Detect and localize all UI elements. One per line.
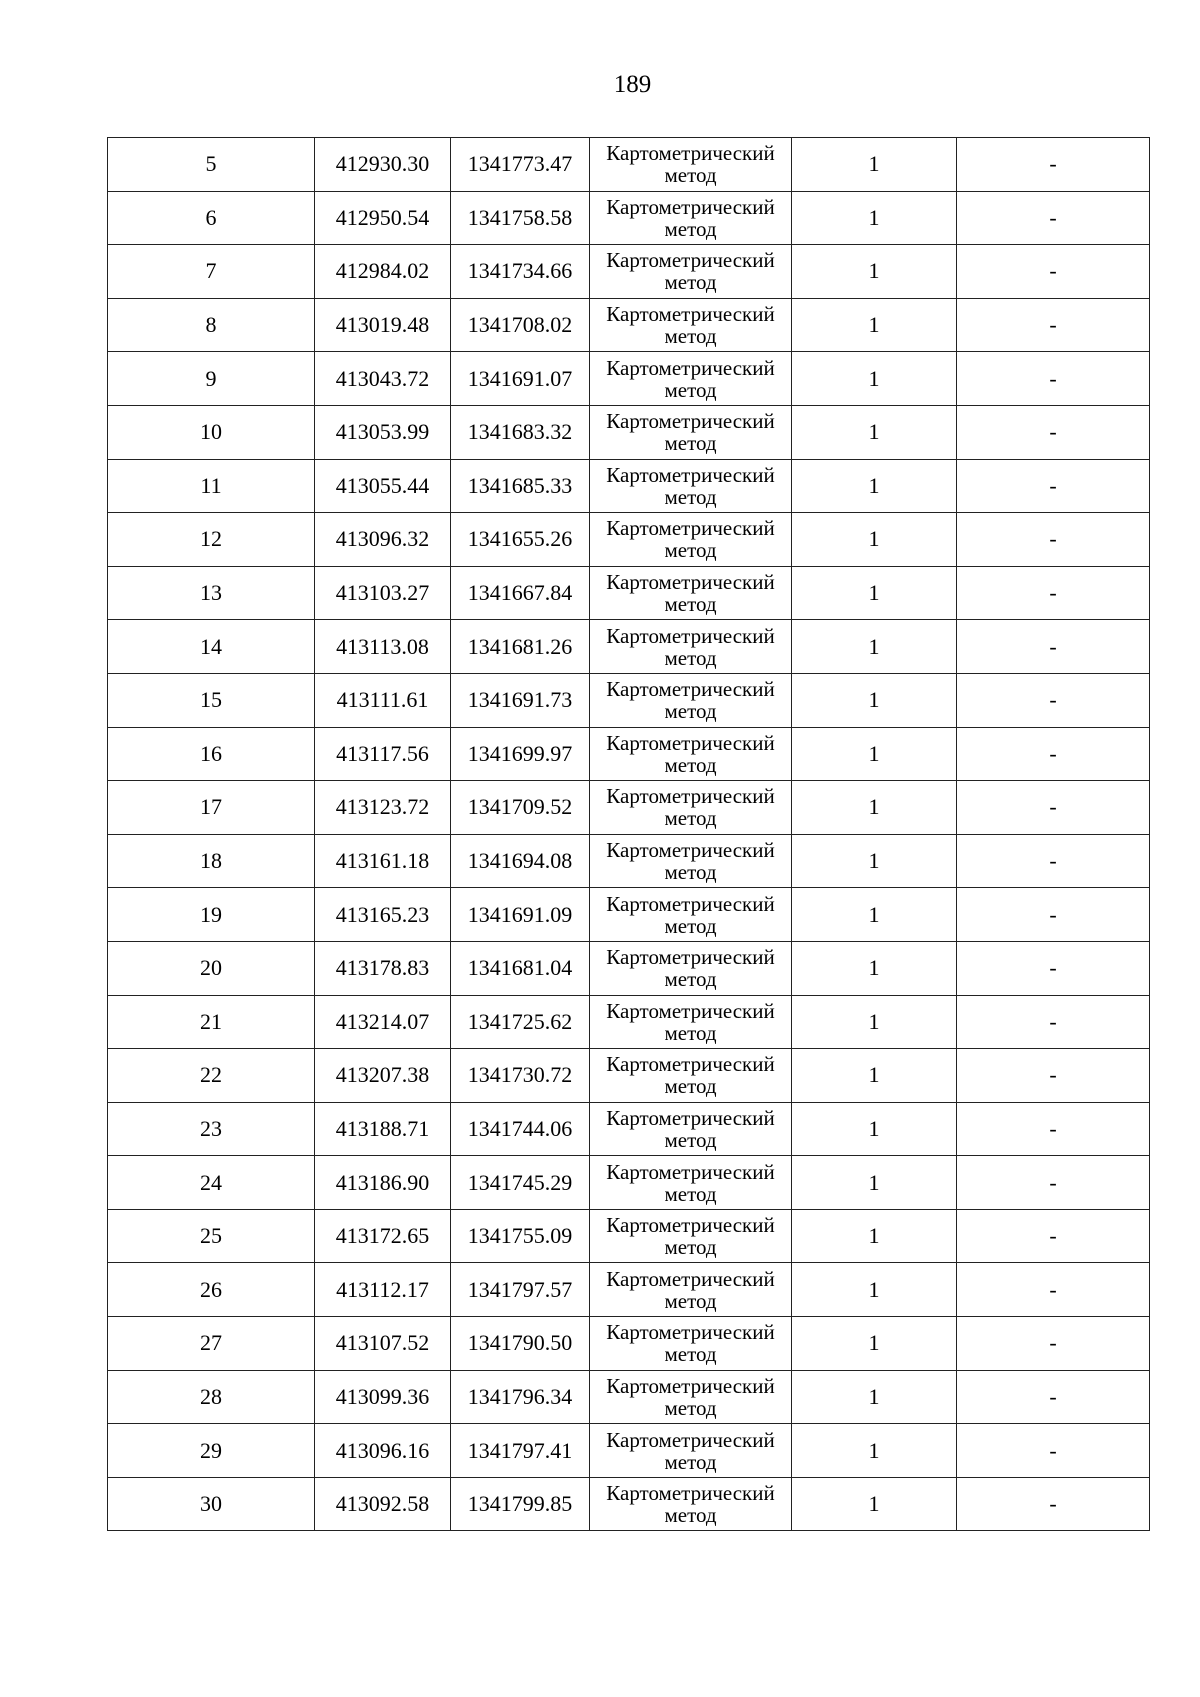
method-cell (590, 1317, 792, 1371)
method-line-1: Картометрический (606, 1213, 775, 1238)
y-coordinate-cell: 1341685.33 (451, 459, 590, 513)
accuracy-cell: 1 (792, 298, 957, 352)
method-cell (590, 459, 792, 513)
point-number-cell: 27 (108, 1317, 315, 1371)
method-line-2: метод (664, 538, 717, 563)
accuracy-cell: 1 (792, 1102, 957, 1156)
point-number-cell: 20 (108, 941, 315, 995)
accuracy-cell: 1 (792, 995, 957, 1049)
x-coordinate-cell: 413161.18 (315, 834, 451, 888)
method-cell (590, 941, 792, 995)
method-line-1: Картометрический (606, 1052, 775, 1077)
table-row (108, 888, 1150, 942)
note-cell: - (957, 1477, 1150, 1531)
method-cell (590, 727, 792, 781)
accuracy-cell: 1 (792, 1263, 957, 1317)
accuracy-cell: 1 (792, 781, 957, 835)
accuracy-cell: 1 (792, 727, 957, 781)
table-row (108, 834, 1150, 888)
point-number-cell: 6 (108, 191, 315, 245)
point-number-cell: 7 (108, 245, 315, 299)
table-row (108, 138, 1150, 192)
accuracy-cell: 1 (792, 352, 957, 406)
table-row (108, 566, 1150, 620)
method-line-1: Картометрический (606, 730, 775, 755)
method-line-2: метод (664, 1020, 717, 1045)
method-line-2: метод (664, 860, 717, 885)
accuracy-cell: 1 (792, 1477, 957, 1531)
method-line-2: метод (664, 1449, 717, 1474)
y-coordinate-cell: 1341691.73 (451, 673, 590, 727)
y-coordinate-cell: 1341667.84 (451, 566, 590, 620)
method-cell (590, 405, 792, 459)
method-line-2: метод (664, 806, 717, 831)
y-coordinate-cell: 1341799.85 (451, 1477, 590, 1531)
method-line-2: метод (664, 1288, 717, 1313)
x-coordinate-cell: 413117.56 (315, 727, 451, 781)
method-cell (590, 1156, 792, 1210)
x-coordinate-cell: 412950.54 (315, 191, 451, 245)
note-cell: - (957, 1263, 1150, 1317)
x-coordinate-cell: 413112.17 (315, 1263, 451, 1317)
method-line-2: метод (664, 163, 717, 188)
method-line-2: метод (664, 1395, 717, 1420)
method-line-1: Картометрический (606, 1320, 775, 1345)
method-cell (590, 298, 792, 352)
point-number-cell: 10 (108, 405, 315, 459)
method-line-2: метод (664, 324, 717, 349)
y-coordinate-cell: 1341709.52 (451, 781, 590, 835)
point-number-cell: 19 (108, 888, 315, 942)
x-coordinate-cell: 413207.38 (315, 1049, 451, 1103)
accuracy-cell: 1 (792, 941, 957, 995)
method-cell (590, 781, 792, 835)
y-coordinate-cell: 1341681.04 (451, 941, 590, 995)
point-number-cell: 22 (108, 1049, 315, 1103)
table-row (108, 352, 1150, 406)
method-line-1: Картометрический (606, 1427, 775, 1452)
note-cell: - (957, 405, 1150, 459)
table-row (108, 1424, 1150, 1478)
table-row (108, 1263, 1150, 1317)
x-coordinate-cell: 413165.23 (315, 888, 451, 942)
table-row (108, 781, 1150, 835)
note-cell: - (957, 1370, 1150, 1424)
table-row (108, 245, 1150, 299)
method-cell (590, 245, 792, 299)
table-row (108, 1049, 1150, 1103)
point-number-cell: 17 (108, 781, 315, 835)
method-cell (590, 352, 792, 406)
x-coordinate-cell: 413178.83 (315, 941, 451, 995)
y-coordinate-cell: 1341758.58 (451, 191, 590, 245)
note-cell: - (957, 1156, 1150, 1210)
method-line-2: метод (664, 699, 717, 724)
note-cell: - (957, 888, 1150, 942)
x-coordinate-cell: 413099.36 (315, 1370, 451, 1424)
y-coordinate-cell: 1341699.97 (451, 727, 590, 781)
note-cell: - (957, 352, 1150, 406)
note-cell: - (957, 566, 1150, 620)
method-line-1: Картометрический (606, 784, 775, 809)
accuracy-cell: 1 (792, 566, 957, 620)
method-line-2: метод (664, 1235, 717, 1260)
method-cell (590, 995, 792, 1049)
method-line-1: Картометрический (606, 302, 775, 327)
table-row (108, 1477, 1150, 1531)
method-line-1: Картометрический (606, 248, 775, 273)
method-line-1: Картометрический (606, 1266, 775, 1291)
point-number-cell: 13 (108, 566, 315, 620)
point-number-cell: 18 (108, 834, 315, 888)
method-line-2: метод (664, 216, 717, 241)
point-number-cell: 16 (108, 727, 315, 781)
point-number-cell: 24 (108, 1156, 315, 1210)
x-coordinate-cell: 412984.02 (315, 245, 451, 299)
method-cell (590, 673, 792, 727)
method-line-1: Картометрический (606, 194, 775, 219)
note-cell: - (957, 298, 1150, 352)
y-coordinate-cell: 1341681.26 (451, 620, 590, 674)
y-coordinate-cell: 1341725.62 (451, 995, 590, 1049)
y-coordinate-cell: 1341683.32 (451, 405, 590, 459)
method-cell (590, 138, 792, 192)
accuracy-cell: 1 (792, 191, 957, 245)
note-cell: - (957, 138, 1150, 192)
x-coordinate-cell: 413113.08 (315, 620, 451, 674)
method-line-1: Картометрический (606, 1159, 775, 1184)
point-number-cell: 26 (108, 1263, 315, 1317)
y-coordinate-cell: 1341744.06 (451, 1102, 590, 1156)
note-cell: - (957, 1049, 1150, 1103)
method-line-2: метод (664, 484, 717, 509)
accuracy-cell: 1 (792, 1049, 957, 1103)
x-coordinate-cell: 413172.65 (315, 1209, 451, 1263)
table-row (108, 995, 1150, 1049)
point-number-cell: 8 (108, 298, 315, 352)
note-cell: - (957, 673, 1150, 727)
y-coordinate-cell: 1341745.29 (451, 1156, 590, 1210)
note-cell: - (957, 995, 1150, 1049)
y-coordinate-cell: 1341797.41 (451, 1424, 590, 1478)
method-line-2: метод (664, 752, 717, 777)
accuracy-cell: 1 (792, 888, 957, 942)
table-row (108, 298, 1150, 352)
x-coordinate-cell: 413186.90 (315, 1156, 451, 1210)
method-line-1: Картометрический (606, 409, 775, 434)
method-cell (590, 888, 792, 942)
method-line-1: Картометрический (606, 1373, 775, 1398)
note-cell: - (957, 1209, 1150, 1263)
accuracy-cell: 1 (792, 620, 957, 674)
accuracy-cell: 1 (792, 1370, 957, 1424)
x-coordinate-cell: 413188.71 (315, 1102, 451, 1156)
point-number-cell: 28 (108, 1370, 315, 1424)
x-coordinate-cell: 413019.48 (315, 298, 451, 352)
y-coordinate-cell: 1341796.34 (451, 1370, 590, 1424)
method-line-1: Картометрический (606, 462, 775, 487)
table-row (108, 405, 1150, 459)
note-cell: - (957, 834, 1150, 888)
accuracy-cell: 1 (792, 513, 957, 567)
method-cell (590, 1263, 792, 1317)
table-row (108, 1156, 1150, 1210)
note-cell: - (957, 781, 1150, 835)
method-line-1: Картометрический (606, 891, 775, 916)
method-line-1: Картометрический (606, 516, 775, 541)
method-line-1: Картометрический (606, 623, 775, 648)
table-row (108, 727, 1150, 781)
method-line-2: метод (664, 913, 717, 938)
table-row (108, 513, 1150, 567)
method-line-2: метод (664, 270, 717, 295)
accuracy-cell: 1 (792, 405, 957, 459)
x-coordinate-cell: 413111.61 (315, 673, 451, 727)
y-coordinate-cell: 1341797.57 (451, 1263, 590, 1317)
method-cell (590, 620, 792, 674)
method-line-2: метод (664, 431, 717, 456)
method-cell (590, 1102, 792, 1156)
x-coordinate-cell: 413107.52 (315, 1317, 451, 1371)
method-line-2: метод (664, 377, 717, 402)
note-cell: - (957, 941, 1150, 995)
point-number-cell: 25 (108, 1209, 315, 1263)
accuracy-cell: 1 (792, 459, 957, 513)
method-line-1: Картометрический (606, 998, 775, 1023)
point-number-cell: 23 (108, 1102, 315, 1156)
point-number-cell: 29 (108, 1424, 315, 1478)
y-coordinate-cell: 1341734.66 (451, 245, 590, 299)
x-coordinate-cell: 413043.72 (315, 352, 451, 406)
method-cell (590, 1370, 792, 1424)
method-line-1: Картометрический (606, 1105, 775, 1130)
note-cell: - (957, 1317, 1150, 1371)
method-cell (590, 191, 792, 245)
page-number: 189 (613, 71, 652, 98)
method-line-1: Картометрический (606, 1481, 775, 1506)
table-row (108, 941, 1150, 995)
y-coordinate-cell: 1341655.26 (451, 513, 590, 567)
method-line-2: метод (664, 1074, 717, 1099)
table-row (108, 459, 1150, 513)
point-number-cell: 15 (108, 673, 315, 727)
note-cell: - (957, 1424, 1150, 1478)
accuracy-cell: 1 (792, 245, 957, 299)
note-cell: - (957, 727, 1150, 781)
table-row (108, 1317, 1150, 1371)
accuracy-cell: 1 (792, 1317, 957, 1371)
point-number-cell: 9 (108, 352, 315, 406)
method-line-2: метод (664, 1503, 717, 1528)
point-number-cell: 5 (108, 138, 315, 192)
method-cell (590, 1477, 792, 1531)
x-coordinate-cell: 413092.58 (315, 1477, 451, 1531)
point-number-cell: 11 (108, 459, 315, 513)
method-cell (590, 834, 792, 888)
y-coordinate-cell: 1341730.72 (451, 1049, 590, 1103)
method-line-2: метод (664, 1181, 717, 1206)
method-line-2: метод (664, 592, 717, 617)
method-line-2: метод (664, 645, 717, 670)
x-coordinate-cell: 412930.30 (315, 138, 451, 192)
method-line-1: Картометрический (606, 355, 775, 380)
method-line-1: Картометрический (606, 570, 775, 595)
y-coordinate-cell: 1341691.07 (451, 352, 590, 406)
note-cell: - (957, 1102, 1150, 1156)
method-cell (590, 1209, 792, 1263)
y-coordinate-cell: 1341773.47 (451, 138, 590, 192)
method-line-1: Картометрический (606, 677, 775, 702)
x-coordinate-cell: 413123.72 (315, 781, 451, 835)
point-number-cell: 14 (108, 620, 315, 674)
accuracy-cell: 1 (792, 1424, 957, 1478)
x-coordinate-cell: 413103.27 (315, 566, 451, 620)
table-row (108, 620, 1150, 674)
method-cell (590, 566, 792, 620)
accuracy-cell: 1 (792, 673, 957, 727)
note-cell: - (957, 245, 1150, 299)
point-number-cell: 30 (108, 1477, 315, 1531)
y-coordinate-cell: 1341694.08 (451, 834, 590, 888)
y-coordinate-cell: 1341691.09 (451, 888, 590, 942)
accuracy-cell: 1 (792, 1156, 957, 1210)
table-row (108, 1209, 1150, 1263)
point-number-cell: 21 (108, 995, 315, 1049)
point-number-cell: 12 (108, 513, 315, 567)
note-cell: - (957, 191, 1150, 245)
coordinates-table-body (108, 138, 1150, 1531)
coordinates-table (107, 137, 1150, 1531)
accuracy-cell: 1 (792, 138, 957, 192)
table-row (108, 1102, 1150, 1156)
note-cell: - (957, 513, 1150, 567)
method-line-1: Картометрический (606, 945, 775, 970)
y-coordinate-cell: 1341755.09 (451, 1209, 590, 1263)
x-coordinate-cell: 413214.07 (315, 995, 451, 1049)
method-cell (590, 1049, 792, 1103)
method-line-1: Картометрический (606, 141, 775, 166)
method-line-2: метод (664, 1127, 717, 1152)
x-coordinate-cell: 413096.16 (315, 1424, 451, 1478)
y-coordinate-cell: 1341708.02 (451, 298, 590, 352)
table-row (108, 191, 1150, 245)
method-line-1: Картометрический (606, 838, 775, 863)
note-cell: - (957, 620, 1150, 674)
table-row (108, 1370, 1150, 1424)
accuracy-cell: 1 (792, 1209, 957, 1263)
accuracy-cell: 1 (792, 834, 957, 888)
method-line-2: метод (664, 1342, 717, 1367)
x-coordinate-cell: 413096.32 (315, 513, 451, 567)
x-coordinate-cell: 413053.99 (315, 405, 451, 459)
note-cell: - (957, 459, 1150, 513)
x-coordinate-cell: 413055.44 (315, 459, 451, 513)
method-line-2: метод (664, 967, 717, 992)
method-cell (590, 513, 792, 567)
y-coordinate-cell: 1341790.50 (451, 1317, 590, 1371)
table-row (108, 673, 1150, 727)
method-cell (590, 1424, 792, 1478)
